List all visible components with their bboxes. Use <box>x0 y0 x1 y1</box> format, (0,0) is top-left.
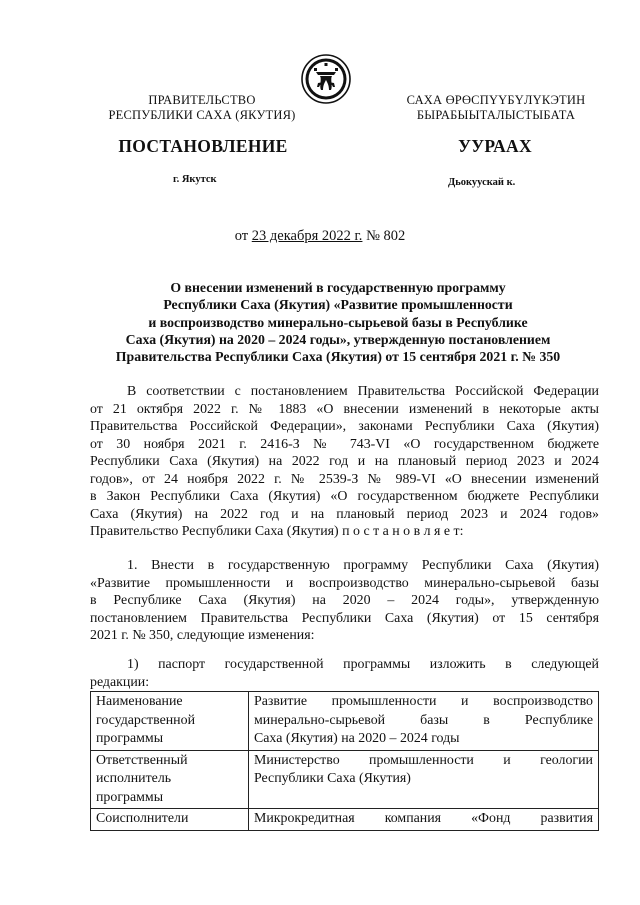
cell-line: Наименование <box>96 694 183 709</box>
table-label-cell <box>91 750 249 809</box>
decree-title-russian: ПОСТАНОВЛЕНИЕ <box>118 136 288 156</box>
clause-1-paragraph <box>90 557 599 645</box>
title-line: Правительства Республики Саха (Якутия) от 15 сентября 2021 г. № 350 <box>115 349 561 365</box>
government-name-yakut <box>392 93 600 123</box>
text-line: от 30 ноября 2021 г. 2416-З № 743-VI «О государственном бюджете <box>90 436 599 452</box>
text-line: Республики Саха (Якутия) на 2022 год и на плановый период 2023 и 2024 <box>90 454 599 469</box>
table-label-cell <box>91 809 249 831</box>
table-label-cell <box>91 692 249 751</box>
text-line: 1) паспорт государственной программы изложить в следующей <box>127 657 599 672</box>
text-line: годов», от 24 ноября 2022 г. № 2539-З № 989-VI «О внесении изменений <box>90 471 599 487</box>
government-name-yakut-line1: САХА ӨРӨСПҮҮБҮЛҮКЭТИН <box>406 93 586 107</box>
decree-title-yakut: УУРААХ <box>458 136 532 156</box>
title-line: О внесении изменений в государственную программу <box>170 280 506 295</box>
cell-line: Республики Саха (Якутия) <box>254 771 411 786</box>
title-line: и воспроизводство минерально-сырьевой базы в Республике <box>148 314 528 330</box>
text-line: от 21 октября 2022 г. № 1883 «О внесении изменений в некоторые акты <box>90 401 599 417</box>
cell-line: Саха (Якутия) на 2020 – 2024 годы <box>254 731 460 746</box>
table-row <box>91 692 599 751</box>
table-row <box>91 809 599 831</box>
text-line: редакции: <box>90 674 150 690</box>
coat-of-arms-emblem <box>301 52 351 106</box>
government-name-russian <box>96 93 308 123</box>
decree-date-line <box>0 228 640 245</box>
cell-line: минерально-сырьевой базы в Республике <box>254 712 593 728</box>
cell-line: Министерство промышленности и геологии <box>254 752 593 768</box>
table-value-cell <box>249 750 599 809</box>
decree-number: № 802 <box>366 228 406 244</box>
text-line: в Закон Республики Саха (Якутия) «О государственном бюджете Республики <box>90 489 599 504</box>
cell-line: государственной <box>96 712 195 728</box>
government-name-line1: ПРАВИТЕЛЬСТВО <box>148 93 256 107</box>
cell-line: исполнитель <box>96 771 172 786</box>
cell-line: программы <box>96 731 164 746</box>
city-yakut: Дьокуускай к. <box>448 177 516 188</box>
table-row <box>91 750 599 809</box>
title-line: Республики Саха (Якутия) «Развитие промышленности <box>163 297 513 313</box>
government-name-yakut-line2: БЫРАБЫЫТАЛЫСТЫБАТА <box>416 108 576 122</box>
text-line: в Республике Саха (Якутия) на 2020 – 2024 годы», утвержденную <box>90 593 599 608</box>
text-line: «Развитие промышленности и воспроизводство минерально-сырьевой базы <box>90 575 599 591</box>
cell-line: Развитие промышленности и воспроизводство <box>254 694 593 709</box>
cell-line: Микрокредитная компания «Фонд развития <box>254 811 593 826</box>
table-value-cell <box>249 692 599 751</box>
cell-line: программы <box>96 789 164 805</box>
text-line: 1. Внести в государственную программу Республики Саха (Якутия) <box>127 558 599 573</box>
date-prefix: от <box>234 228 249 244</box>
text-line: Правительство Республики Саха (Якутия) п о с т а н о в л я е т: <box>90 524 464 539</box>
cell-line: Ответственный <box>96 752 188 768</box>
text-line: 2021 г. № 350, следующие изменения: <box>90 628 315 643</box>
table-value-cell <box>249 809 599 831</box>
text-line: постановлением Правительства Республики Саха (Якутия) от 15 сентября <box>90 610 599 626</box>
preamble-paragraph <box>90 383 599 541</box>
text-line: Правительства Российской Федерации», законами Республики Саха (Якутия) <box>90 419 599 434</box>
city-russian: г. Якутск <box>173 174 217 185</box>
cell-line: Соисполнители <box>96 811 189 826</box>
title-line: Саха (Якутия) на 2020 – 2024 годы», утвержденную постановлением <box>125 331 551 347</box>
document-title <box>88 279 588 365</box>
government-name-line2: РЕСПУБЛИКИ САХА (ЯКУТИЯ) <box>108 108 296 122</box>
subclause-1-paragraph <box>90 656 599 691</box>
text-line: Саха (Якутия) на 2022 год и на плановый период 2023 и 2024 годов» <box>90 506 599 522</box>
program-passport-table <box>90 691 599 831</box>
text-line: В соответствии с постановлением Правительства Российской Федерации <box>127 384 599 399</box>
decree-date: 23 декабря 2022 г. <box>251 228 363 244</box>
